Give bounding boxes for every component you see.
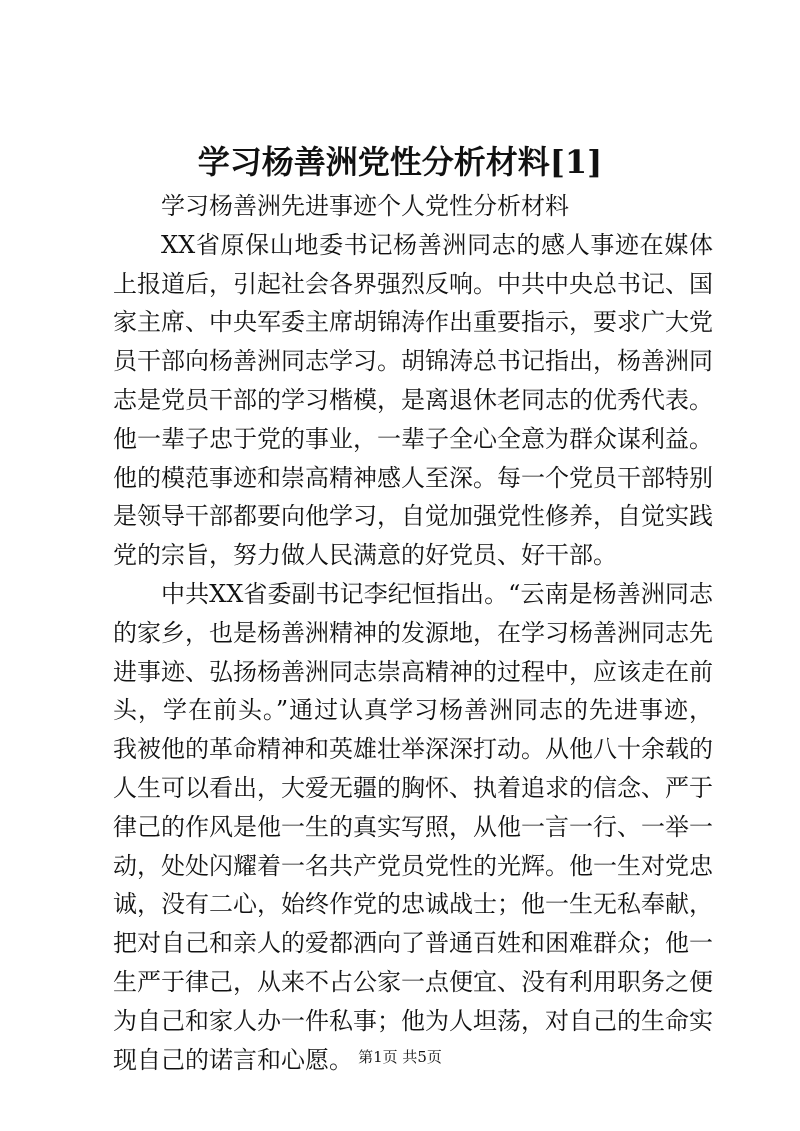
page-footer: 第1页 共5页 <box>358 1048 442 1066</box>
body-paragraph: XX省原保山地委书记杨善洲同志的感人事迹在媒体上报道后，引起社会各界强烈反响。中共中央总书记、国家主席、中央军委主席胡锦涛作出重要指示，要求广大党员干部向杨善洲同志学习。胡锦涛总书记指出，杨善洲同志是党员干部的学习楷模，是离退休老同志的优秀代表。他一辈子忠于党的事业，一辈子全心全意为群众谋利益。他的模范事迹和崇高精神感人至深。每一个党员干部特别是领导干部都要向他学习，自觉加强党性修养，自觉实践党的宗旨，努力做人民满意的好党员、好干部。 <box>113 230 713 570</box>
body-paragraph: 中共XX省委副书记李纪恒指出。“云南是杨善洲同志的家乡，也是杨善洲精神的发源地，在学习杨善洲同志先进事迹、弘扬杨善洲同志崇高精神的过程中，应该走在前头，学在前头。”通过认真学习杨善洲同志的先进事迹，我被他的革命精神和英雄壮举深深打动。从他八十余载的人生可以看出，大爱无疆的胸怀、执着追求的信念、严于律己的作风是他一生的真实写照，从他一言一行、一举一动，处处闪耀着一名共产党员党性的光辉。他一生对党忠诚，没有二心，始终作党的忠诚战士；他一生无私奉献，把对自己和亲人的爱都洒向了普通百姓和困难群众；他一生严于律己，从来不占公家一点便宜、没有利用职务之便为自己和家人办一件私事；他为人坦荡，对自己的生命实现自己的诺言和心愿。 <box>113 579 713 1074</box>
page-title: 学习杨善洲党性分析材料[1] <box>197 143 603 181</box>
subtitle-paragraph: 学习杨善洲先进事迹个人党性分析材料 <box>161 192 569 220</box>
document-body <box>113 187 713 1079</box>
